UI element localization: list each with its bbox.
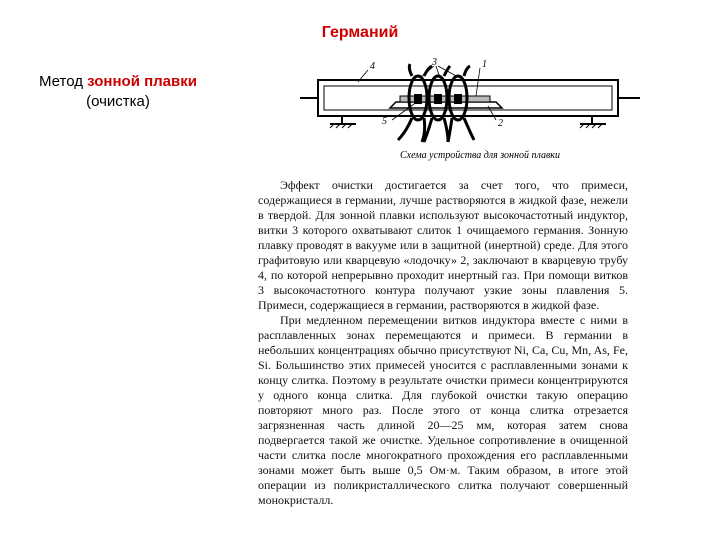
body-text [258, 178, 628, 508]
method-highlight: зонной плавки [87, 73, 197, 90]
melt-zone [414, 94, 422, 104]
method-label [18, 72, 218, 112]
left-support [330, 116, 356, 128]
label-4: 4 [370, 61, 375, 72]
label-2: 2 [498, 118, 503, 129]
label-1: 1 [482, 59, 487, 70]
germanium-ingot [400, 96, 490, 102]
label-5: 5 [382, 116, 387, 127]
method-prefix: Метод [39, 73, 88, 90]
melt-zone [454, 94, 462, 104]
figure-caption: Схема устройства для зонной плавки [400, 150, 560, 161]
page-title: Германий [321, 24, 399, 41]
paragraph: При медленном перемещении витков индуктора вместе с ними в расплавленных зонах перемещаются и примеси. В германии в небольших концентрациях обычно присутствуют Ni, Ca, Cu, Mn, As, Fe, Si. Большинство этих примесей уносится с расплавленными зонами к концу слитка. Поэтому в результате очистки примеси концентрируются у одного конца слитка. Для глубокой очистки такую операцию повторяют много раз. После этого от конца слитка отрезается загрязненная часть длиной 20—25 мм, которая затем снова подвергается такой же очистке. Удельное сопротивление в очищенной части слитка после многократного прохождения его расплавленными зонами может быть выше 0,5 Ом·м. Таким образом, в итоге этой операции из поликристаллического слитка получают совершенный монокристалл. [258, 313, 628, 507]
method-subtitle: (очистка) [86, 93, 150, 110]
right-support [580, 116, 606, 128]
melt-zone [434, 94, 442, 104]
label-3: 3 [432, 58, 437, 68]
paragraph: Эффект очистки достигается за счет того, что примеси, содержащиеся в германии, лучше растворяются в жидкой фазе, нежели в твердой. Для зонной плавки используют высокочастотный индуктор, витки 3 которого охватывают слиток 1 очищаемого германия. Зонную плавку проводят в вакууме или в защитной (инертной) среде. Для этого графитовую или кварцевую «лодочку» 2, заключают в кварцевую трубу 4, по которой непрерывно проходит инертный газ. При помощи витков 3 высокочастотного контура получают узкие зоны плавления 5. Примеси, содержащиеся в германии, растворяются в жидкой фазе. [258, 178, 628, 312]
